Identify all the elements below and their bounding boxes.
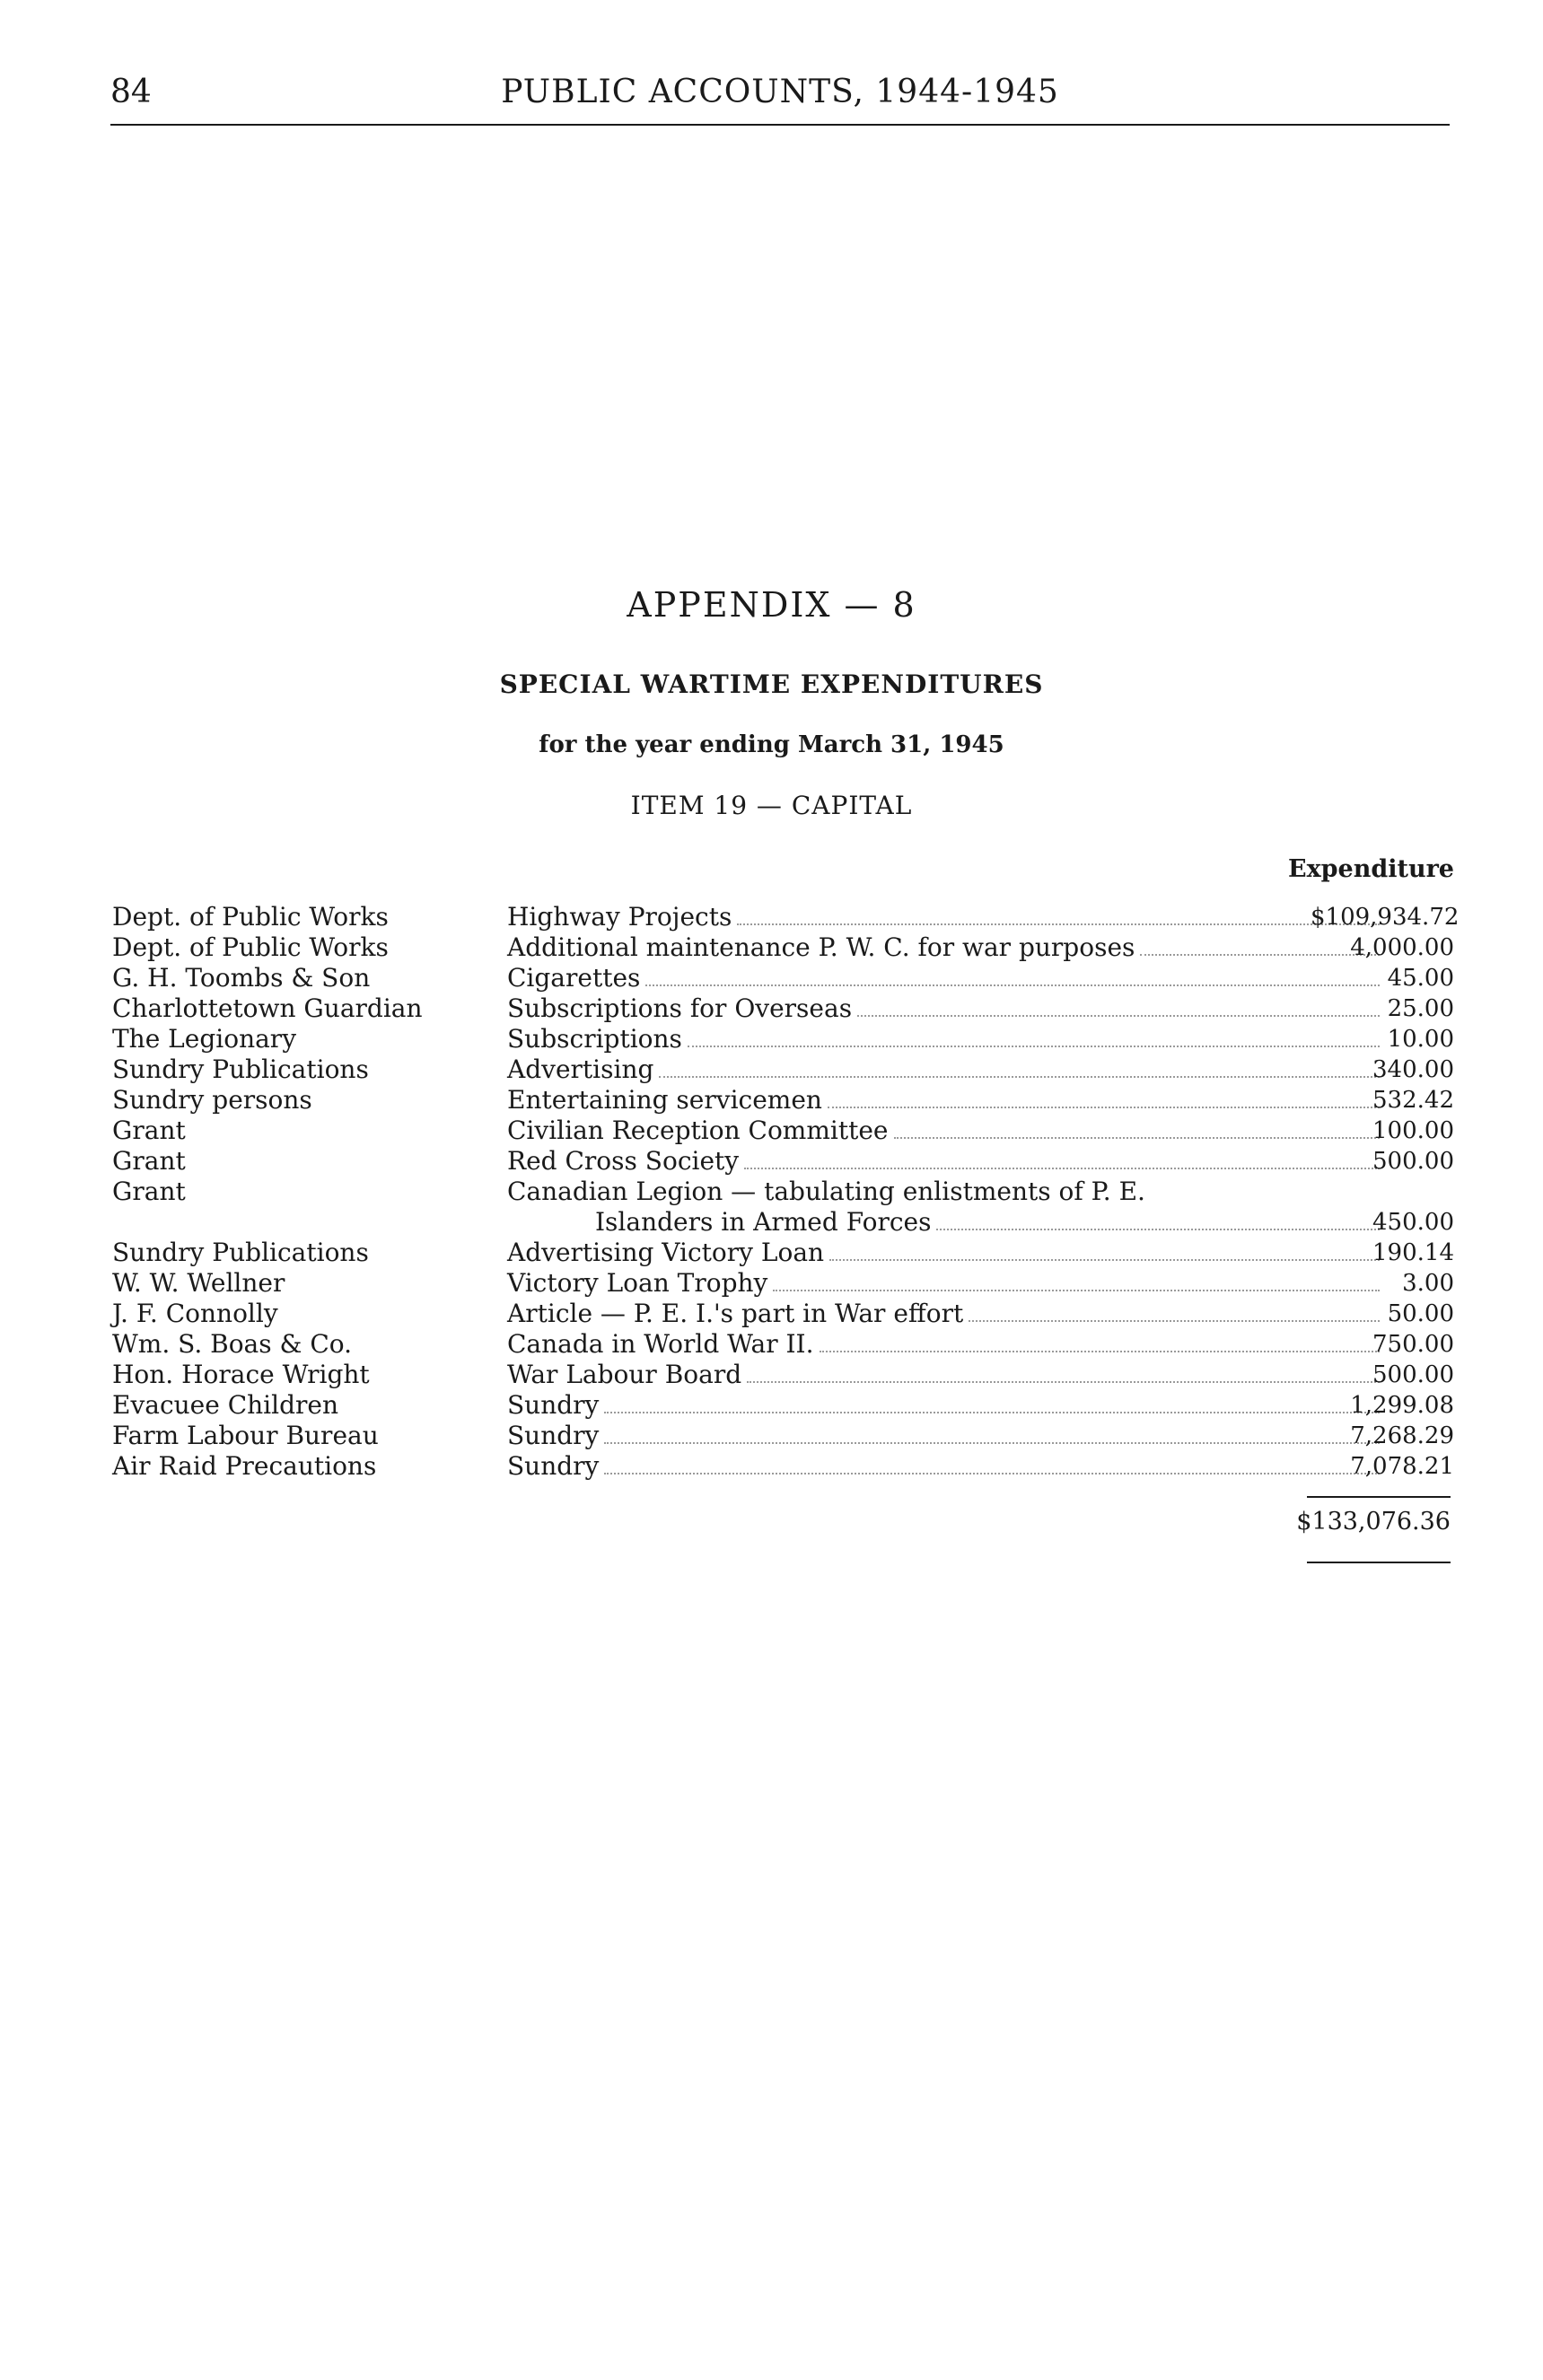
amount: 500.00 xyxy=(1372,1148,1454,1175)
description-cell xyxy=(507,1390,1385,1421)
payee: Sundry Publications xyxy=(112,1054,369,1084)
fiscal-period: for the year ending March 31, 1945 xyxy=(539,731,1004,758)
payee: Charlottetown Guardian xyxy=(112,993,423,1023)
description-cell xyxy=(507,1360,1385,1390)
description: Civilian Reception Committee xyxy=(507,1116,889,1145)
amount: 1,299.08 xyxy=(1350,1392,1454,1419)
payee: Dept. of Public Works xyxy=(112,932,389,962)
description-cell xyxy=(507,1299,1385,1329)
dot-leader xyxy=(645,984,1380,986)
expenditure-column-heading: Expenditure xyxy=(1287,855,1454,883)
payee: Grant xyxy=(112,1116,186,1145)
payee: G. H. Toombs & Son xyxy=(112,963,371,993)
header-rule xyxy=(110,124,1450,126)
description-cell xyxy=(507,1146,1385,1177)
description: Victory Loan Trophy xyxy=(507,1268,768,1298)
expenditure-table xyxy=(112,902,1460,1482)
description-cell xyxy=(507,993,1385,1024)
description: Article — P. E. I.'s part in War effort xyxy=(507,1299,964,1328)
payee: Farm Labour Bureau xyxy=(112,1421,379,1450)
amount: 7,268.29 xyxy=(1350,1422,1454,1449)
amount: 532.42 xyxy=(1372,1087,1454,1114)
description: Highway Projects xyxy=(507,902,732,932)
description-cell xyxy=(507,902,1385,932)
description-cell xyxy=(507,1085,1385,1116)
dot-leader xyxy=(737,923,1380,925)
amount: 50.00 xyxy=(1387,1300,1454,1327)
payee: W. W. Wellner xyxy=(112,1268,285,1298)
description: Sundry xyxy=(507,1451,600,1481)
description-cell xyxy=(507,932,1385,963)
description: Canada in World War II. xyxy=(507,1329,814,1359)
page-header xyxy=(110,74,1450,127)
page-number: 84 xyxy=(110,74,152,110)
dot-leader xyxy=(744,1167,1380,1169)
amount: 500.00 xyxy=(1372,1361,1454,1388)
description: Red Cross Society xyxy=(507,1146,740,1176)
dot-leader xyxy=(604,1441,1380,1444)
table-row xyxy=(112,1360,1454,1390)
description-cell xyxy=(507,1116,1385,1146)
description: Advertising xyxy=(507,1054,654,1084)
description-cell xyxy=(507,1421,1385,1451)
total-rule-bottom xyxy=(1307,1562,1451,1563)
description-cell xyxy=(507,1238,1385,1268)
table-row xyxy=(112,963,1454,993)
payee: Hon. Horace Wright xyxy=(112,1360,370,1389)
amount: 340.00 xyxy=(1372,1056,1454,1083)
dot-leader xyxy=(659,1075,1380,1078)
description-cell xyxy=(507,1177,1385,1238)
description-cell xyxy=(507,1268,1385,1299)
description: Sundry xyxy=(507,1390,600,1420)
table-row xyxy=(112,1085,1454,1116)
dot-leader xyxy=(604,1472,1380,1474)
description: Additional maintenance P. W. C. for war purposes xyxy=(507,932,1135,962)
payee: Grant xyxy=(112,1177,186,1206)
total-rule-top xyxy=(1307,1496,1451,1498)
table-row xyxy=(112,1024,1454,1054)
payee: Air Raid Precautions xyxy=(112,1451,377,1481)
amount: 45.00 xyxy=(1387,965,1454,992)
description-cell xyxy=(507,1329,1385,1360)
dot-leader xyxy=(747,1380,1380,1383)
payee: J. F. Connolly xyxy=(112,1299,278,1328)
description: Sundry xyxy=(507,1421,600,1450)
amount: 450.00 xyxy=(1372,1209,1454,1236)
dot-leader xyxy=(829,1258,1380,1261)
payee: Grant xyxy=(112,1146,186,1176)
table-row xyxy=(112,1329,1454,1360)
description-cell xyxy=(507,1451,1385,1482)
payee: Wm. S. Boas & Co. xyxy=(112,1329,353,1359)
description: Subscriptions xyxy=(507,1024,682,1054)
amount: 3.00 xyxy=(1402,1270,1454,1297)
dot-leader xyxy=(857,1014,1380,1017)
table-row xyxy=(112,902,1460,932)
total-amount: $133,076.36 xyxy=(1296,1508,1451,1536)
item-heading: ITEM 19 — CAPITAL xyxy=(630,791,913,820)
table-row xyxy=(112,1238,1454,1268)
amount: 25.00 xyxy=(1387,995,1454,1022)
dot-leader xyxy=(688,1045,1380,1047)
description: Advertising Victory Loan xyxy=(507,1238,825,1267)
description: Subscriptions for Overseas xyxy=(507,993,853,1023)
description-cell xyxy=(507,1054,1385,1085)
payee: Dept. of Public Works xyxy=(112,902,389,932)
description: Canadian Legion — tabulating enlistments of P. E. xyxy=(507,1177,1145,1206)
description: Cigarettes xyxy=(507,963,641,993)
table-row xyxy=(112,1116,1454,1146)
appendix-subtitle: SPECIAL WARTIME EXPENDITURES xyxy=(499,669,1044,699)
dot-leader xyxy=(773,1289,1380,1291)
table-row xyxy=(112,1177,1454,1238)
appendix-title: APPENDIX — 8 xyxy=(627,585,916,625)
amount: 100.00 xyxy=(1372,1117,1454,1144)
description-cell xyxy=(507,963,1385,993)
payee: Evacuee Children xyxy=(112,1390,338,1420)
running-title: PUBLIC ACCOUNTS, 1944-1945 xyxy=(501,74,1059,110)
description: Entertaining servicemen xyxy=(507,1085,822,1115)
amount: 4,000.00 xyxy=(1350,934,1454,961)
amount: 7,078.21 xyxy=(1350,1453,1454,1480)
amount: 10.00 xyxy=(1387,1026,1454,1053)
amount: 750.00 xyxy=(1372,1331,1454,1358)
table-row xyxy=(112,993,1454,1024)
payee: Sundry Publications xyxy=(112,1238,369,1267)
table-row xyxy=(112,1146,1454,1177)
payee: Sundry persons xyxy=(112,1085,312,1115)
table-row xyxy=(112,1421,1454,1451)
dot-leader xyxy=(820,1350,1381,1352)
description-continued: Islanders in Armed Forces xyxy=(595,1207,932,1237)
table-row xyxy=(112,932,1454,963)
table-row xyxy=(112,1299,1454,1329)
amount: $109,934.72 xyxy=(1311,904,1460,931)
table-row xyxy=(112,1268,1454,1299)
amount: 190.14 xyxy=(1372,1239,1454,1266)
dot-leader xyxy=(828,1106,1380,1108)
description-cell xyxy=(507,1024,1385,1054)
table-row xyxy=(112,1054,1454,1085)
table-row xyxy=(112,1451,1454,1482)
description: War Labour Board xyxy=(507,1360,742,1389)
dot-leader xyxy=(894,1136,1381,1139)
payee: The Legionary xyxy=(112,1024,297,1054)
dot-leader xyxy=(604,1411,1380,1413)
table-row xyxy=(112,1390,1454,1421)
